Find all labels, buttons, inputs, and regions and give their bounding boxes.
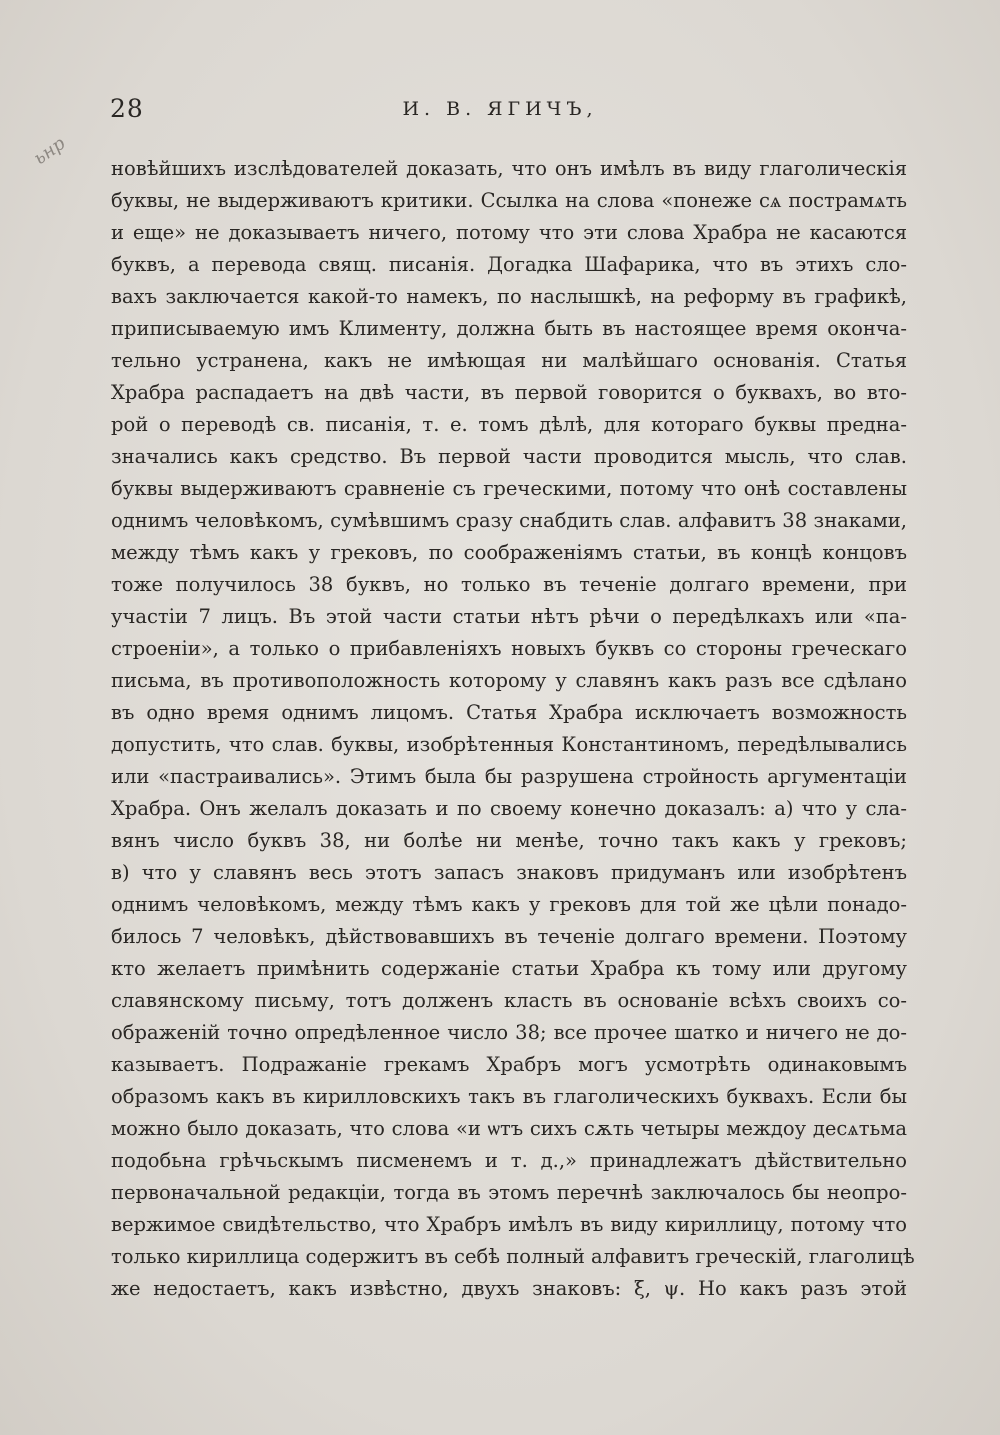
running-head: И. В. ЯГИЧЪ, <box>402 98 598 120</box>
text-line: же недостаетъ, какъ извѣстно, двухъ знаковъ: ξ, ψ. Но какъ разъ этой <box>111 1277 907 1300</box>
page-number: 28 <box>110 94 144 123</box>
text-line: между тѣмъ какъ у грековъ, по соображеніямъ статьи, въ концѣ концовъ <box>111 541 907 564</box>
text-line: буквы выдерживаютъ сравненіе съ греческими, потому что онѣ составлены <box>111 477 907 500</box>
text-line: участіи 7 лицъ. Въ этой части статьи нѣтъ рѣчи о передѣлкахъ или «па- <box>111 605 907 628</box>
text-line: кто желаетъ примѣнить содержаніе статьи Храбра къ тому или другому <box>111 957 907 980</box>
text-line: или «пастраивались». Этимъ была бы разрушена стройность аргументаціи <box>111 765 907 788</box>
text-line: билось 7 человѣкъ, дѣйствовавшихъ въ теченіе долгаго времени. Поэтому <box>111 925 907 948</box>
text-line: вахъ заключается какой-то намекъ, по наслышкѣ, на реформу въ графикѣ, <box>111 285 907 308</box>
text-line: письма, въ противоположность которому у славянъ какъ разъ все сдѣлано <box>111 669 907 692</box>
text-line: новѣйшихъ изслѣдователей доказать, что онъ имѣлъ въ виду глаголическія <box>111 157 907 180</box>
text-line: допустить, что слав. буквы, изобрѣтенныя Константиномъ, передѣлывались <box>111 733 907 756</box>
text-line: образомъ какъ въ кирилловскихъ такъ въ глаголическихъ буквахъ. Если бы <box>111 1085 907 1108</box>
text-line: ображеній точно опредѣленное число 38; все прочее шатко и ничего не до- <box>111 1021 907 1044</box>
text-line: однимъ человѣкомъ, сумѣвшимъ сразу снабдить слав. алфавитъ 38 знаками, <box>111 509 907 532</box>
text-line: Храбра. Онъ желалъ доказать и по своему конечно доказалъ: а) что у сла- <box>111 797 907 820</box>
text-line: и еще» не доказываетъ ничего, потому что эти слова Храбра не касаются <box>111 221 907 244</box>
body-text <box>111 153 915 1305</box>
text-line: вержимое свидѣтельство, что Храбръ имѣлъ въ виду кириллицу, потому что <box>111 1213 907 1236</box>
text-line: рой о переводѣ св. писанія, т. е. томъ дѣлѣ, для котораго буквы предна- <box>111 413 907 436</box>
text-line: значались какъ средство. Въ первой части проводится мысль, что слав. <box>111 445 907 468</box>
text-line: Храбра распадаетъ на двѣ части, въ первой говорится о буквахъ, во вто- <box>111 381 907 404</box>
text-line: тоже получилось 38 буквъ, но только въ теченіе долгаго времени, при <box>111 573 907 596</box>
text-line: тельно устранена, какъ не имѣющая ни малѣйшаго основанія. Статья <box>111 349 907 372</box>
text-line: казываетъ. Подражаніе грекамъ Храбръ могъ усмотрѣть одинаковымъ <box>111 1053 907 1076</box>
handwritten-margin-note: ьнр <box>30 132 70 170</box>
text-line: приписываемую имъ Клименту, должна быть въ настоящее время оконча- <box>111 317 907 340</box>
text-line: только кириллица содержитъ въ себѣ полный алфавитъ греческій, глаголицѣ <box>111 1245 915 1268</box>
text-line: вянъ число буквъ 38, ни болѣе ни менѣе, точно такъ какъ у грековъ; <box>111 829 907 852</box>
text-line: въ одно время однимъ лицомъ. Статья Храбра исключаетъ возможность <box>111 701 907 724</box>
text-line: однимъ человѣкомъ, между тѣмъ какъ у грековъ для той же цѣли понадо- <box>111 893 907 916</box>
text-line: буквы, не выдерживаютъ критики. Ссылка на слова «понеже сѧ пострамѧть <box>111 189 907 212</box>
text-line: можно было доказать, что слова «и ѡтъ сихъ сѫть четыры междоу десѧтьма <box>111 1117 907 1140</box>
text-line: славянскому письму, тотъ долженъ класть въ основаніе всѣхъ своихъ со- <box>111 989 907 1012</box>
text-line: первоначальной редакціи, тогда въ этомъ перечнѣ заключалось бы неопро- <box>111 1181 907 1204</box>
text-line: буквъ, а перевода свящ. писанія. Догадка Шафарика, что въ этихъ сло- <box>111 253 907 276</box>
text-line: в) что у славянъ весь этотъ запасъ знаковъ придуманъ или изобрѣтенъ <box>111 861 907 884</box>
text-line: строеніи», а только о прибавленіяхъ новыхъ буквъ со стороны греческаго <box>111 637 907 660</box>
text-line: подобьна грѣчьскымъ писменемъ и т. д.,» принадлежатъ дѣйствительно <box>111 1149 907 1172</box>
